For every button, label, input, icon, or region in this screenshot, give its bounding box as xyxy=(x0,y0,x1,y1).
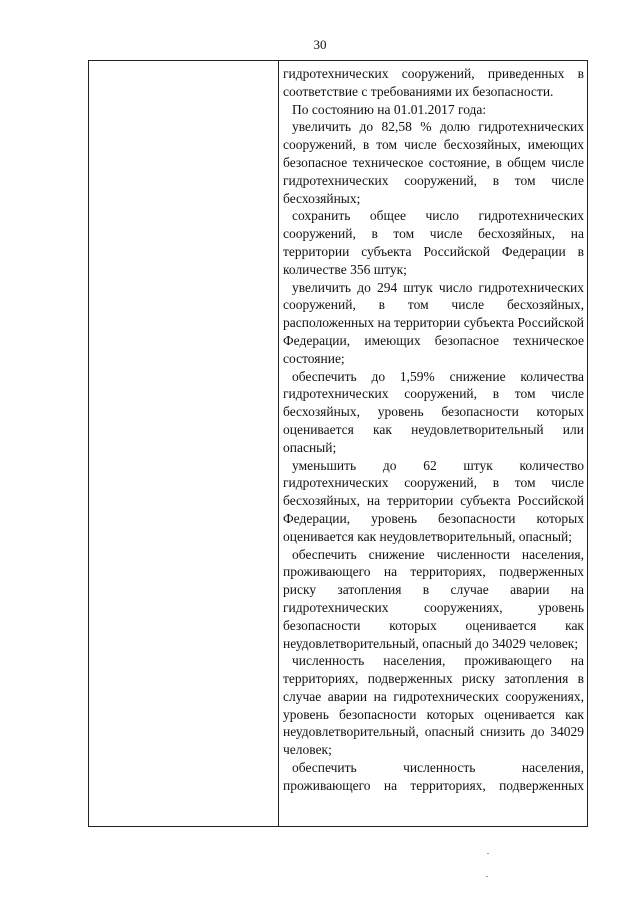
paragraph-date-heading: По состоянию на 01.01.2017 года: xyxy=(292,101,487,117)
paragraph-target-total-count: сохранить общее число гидротехнических сооружений, в том числе бесхозяйных, на территории субъекта Российской Федерации в количестве 356 штук; xyxy=(283,208,584,277)
paragraph-target-population-continued: обеспечить численность населения, проживающего на территориях, подверженных xyxy=(283,760,584,793)
paragraph-target-share: увеличить до 82,58 % долю гидротехнических сооружений, в том числе бесхозяйных, имеющих безопасное техническое состояние, в общем числе гидротехнических сооружений, в том числе бесхозяйных; xyxy=(283,119,584,206)
table-left-column xyxy=(89,61,279,826)
paragraph-target-safe-count: увеличить до 294 штук число гидротехнических сооружений, в том числе бесхозяйных, расположенных на территории субъекта Российской Федерации, имеющих безопасное техническое состояние; xyxy=(283,279,584,366)
paragraph-target-unsafe-count: уменьшить до 62 штук количество гидротехнических сооружений, в том числе бесхозяйных, на территории субъекта Российской Федерации, уровень безопасности которых оценивается как неудовлетворительный, опасный; xyxy=(283,457,584,544)
scan-speck xyxy=(486,876,488,877)
paragraph-target-population-reduction: обеспечить снижение численности населения, проживающего на территориях, подверженных риску затопления в случае аварии на гидротехнических сооружениях, уровень безопасности которых оценивается как неудовлетворительный, опасный до 34029 человек; xyxy=(283,546,584,651)
paragraph-target-reduction-percent: обеспечить до 1,59% снижение количества гидротехнических сооружений, в том числе бесхозяйных, уровень безопасности которых оценивается как неудовлетворительный или опасный; xyxy=(283,368,584,455)
scan-speck xyxy=(487,853,489,854)
page-number: 30 xyxy=(313,37,327,52)
paragraph-target-population-count: численность населения, проживающего на территориях, подверженных риску затопления в случае аварии на гидротехнических сооружениях, уровень безопасности которых оценивается как неудовлетворительный, опасный снизить до 34029 человек; xyxy=(283,653,584,758)
document-table xyxy=(88,60,588,827)
paragraph-continuation: гидротехнических сооружений, приведенных в соответствие с требованиями их безопасности. xyxy=(283,66,584,99)
table-right-column xyxy=(279,61,587,826)
